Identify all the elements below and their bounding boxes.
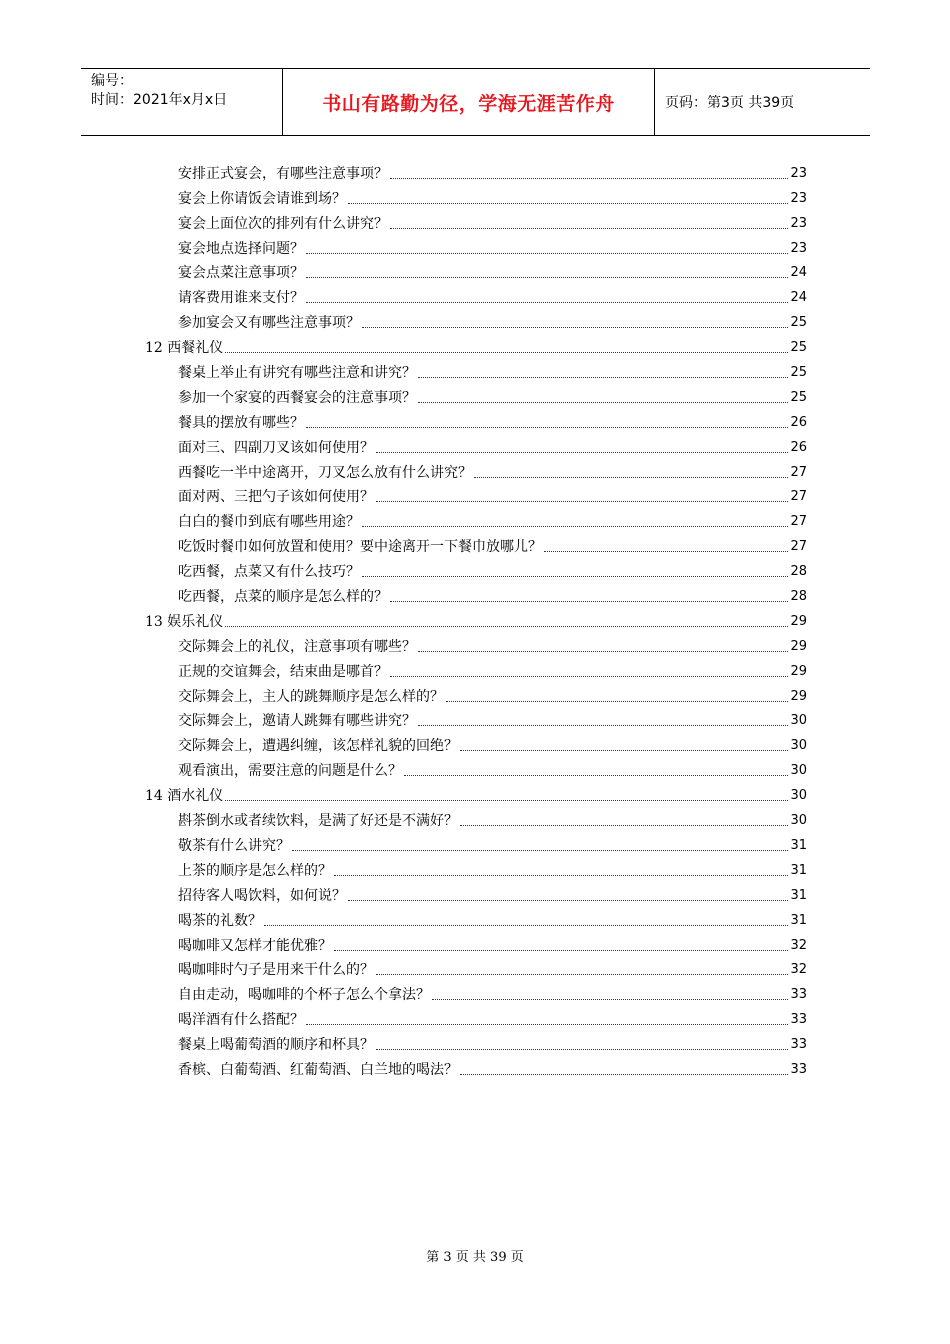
toc-leader-dots	[460, 825, 788, 826]
toc-leader-dots	[376, 501, 788, 502]
header-motto: 书山有路勤为径，学海无涯苦作舟	[283, 69, 655, 135]
toc-entry[interactable]	[145, 856, 807, 881]
toc-page-number: 33	[790, 1037, 807, 1053]
toc-entry-title: 吃饭时餐巾如何放置和使用？要中途离开一下餐巾放哪儿？	[178, 539, 542, 556]
toc-leader-dots	[460, 750, 788, 751]
toc-page-number: 24	[790, 265, 807, 281]
toc-entry-title: 宴会地点选择问题？	[178, 240, 304, 257]
toc-entry[interactable]	[145, 1055, 807, 1080]
toc-entry[interactable]	[145, 731, 807, 756]
toc-page-number: 30	[790, 788, 807, 804]
toc-entry[interactable]	[145, 632, 807, 657]
toc-section-entry[interactable]	[145, 333, 807, 358]
toc-entry[interactable]	[145, 483, 807, 508]
toc-page-number: 29	[790, 663, 807, 679]
toc-page-number: 29	[790, 638, 807, 654]
toc-entry-title: 14 酒水礼仪	[145, 788, 224, 805]
toc-entry[interactable]	[145, 657, 807, 682]
toc-leader-dots	[418, 377, 788, 378]
toc-leader-dots	[390, 178, 788, 179]
toc-entry[interactable]	[145, 881, 807, 906]
toc-entry[interactable]	[145, 159, 807, 184]
toc-leader-dots	[418, 725, 788, 726]
toc-entry[interactable]	[145, 308, 807, 333]
table-of-contents	[145, 159, 807, 1080]
toc-entry[interactable]	[145, 682, 807, 707]
toc-page-number: 25	[790, 365, 807, 381]
toc-entry-title: 参加一个家宴的西餐宴会的注意事项？	[178, 389, 416, 406]
toc-entry-title: 西餐吃一半中途离开，刀叉怎么放有什么讲究？	[178, 464, 472, 481]
toc-entry[interactable]	[145, 582, 807, 607]
toc-entry-title: 面对两、三把勺子该如何使用？	[178, 489, 374, 506]
toc-leader-dots	[306, 427, 788, 428]
toc-entry[interactable]	[145, 283, 807, 308]
toc-entry-title: 12 西餐礼仪	[145, 340, 224, 357]
toc-entry[interactable]	[145, 532, 807, 557]
toc-page-number: 26	[790, 414, 807, 430]
toc-entry-title: 喝咖啡又怎样才能优雅？	[178, 937, 332, 954]
toc-leader-dots	[292, 850, 788, 851]
toc-entry-title: 交际舞会上的礼仪，注意事项有哪些？	[178, 638, 416, 655]
toc-entry[interactable]	[145, 408, 807, 433]
toc-section-entry[interactable]	[145, 607, 807, 632]
toc-entry-title: 自由走动，喝咖啡的个杯子怎么个拿法？	[178, 987, 430, 1004]
toc-entry-title: 斟茶倒水或者续饮料，是满了好还是不满好？	[178, 813, 458, 830]
toc-leader-dots	[418, 651, 788, 652]
toc-entry[interactable]	[145, 906, 807, 931]
toc-page-number: 28	[790, 564, 807, 580]
toc-leader-dots	[544, 551, 788, 552]
toc-entry-title: 宴会上你请饭会请谁到场？	[178, 190, 346, 207]
toc-leader-dots	[362, 576, 788, 577]
toc-entry-title: 上茶的顺序是怎么样的？	[178, 862, 332, 879]
toc-entry[interactable]	[145, 831, 807, 856]
toc-page-number: 29	[790, 613, 807, 629]
toc-leader-dots	[390, 676, 788, 677]
toc-entry-title: 宴会点菜注意事项？	[178, 265, 304, 282]
toc-leader-dots	[334, 875, 788, 876]
toc-entry-title: 香槟、白葡萄酒、红葡萄酒、白兰地的喝法？	[178, 1061, 458, 1078]
toc-leader-dots	[306, 302, 788, 303]
toc-page-number: 25	[790, 340, 807, 356]
toc-leader-dots	[334, 950, 788, 951]
toc-entry-title: 喝洋酒有什么搭配？	[178, 1012, 304, 1029]
toc-entry-title: 白白的餐巾到底有哪些用途？	[178, 514, 360, 531]
toc-page-number: 23	[790, 190, 807, 206]
toc-entry-title: 餐具的摆放有哪些？	[178, 414, 304, 431]
toc-leader-dots	[390, 228, 788, 229]
toc-leader-dots	[348, 203, 788, 204]
toc-section-entry[interactable]	[145, 781, 807, 806]
header-info-cell	[81, 69, 283, 135]
toc-page-number: 23	[790, 240, 807, 256]
toc-entry-title: 13 娱乐礼仪	[145, 613, 224, 630]
toc-entry-title: 餐桌上喝葡萄酒的顺序和杯具？	[178, 1037, 374, 1054]
toc-page-number: 25	[790, 315, 807, 331]
toc-leader-dots	[376, 974, 788, 975]
page-footer: 第 3 页 共 39 页	[426, 1250, 524, 1265]
toc-entry[interactable]	[145, 956, 807, 981]
toc-entry-title: 交际舞会上，邀请人跳舞有哪些讲究？	[178, 713, 416, 730]
toc-leader-dots	[418, 402, 788, 403]
toc-page-number: 33	[790, 1061, 807, 1077]
toc-leader-dots	[446, 701, 788, 702]
toc-page-number: 33	[790, 987, 807, 1003]
toc-entry[interactable]	[145, 184, 807, 209]
toc-entry-title: 餐桌上举止有讲究有哪些注意和讲究？	[178, 365, 416, 382]
header-page-label: 页码：第3页 共39页	[665, 95, 795, 111]
toc-entry[interactable]	[145, 209, 807, 234]
toc-entry-title: 面对三、四副刀叉该如何使用？	[178, 439, 374, 456]
document-number-label: 编号：	[91, 73, 133, 89]
toc-page-number: 32	[790, 937, 807, 953]
toc-entry[interactable]	[145, 806, 807, 831]
toc-leader-dots	[404, 775, 788, 776]
toc-leader-dots	[225, 352, 788, 353]
toc-entry[interactable]	[145, 358, 807, 383]
toc-entry-title: 敬茶有什么讲究？	[178, 837, 290, 854]
toc-page-number: 32	[790, 962, 807, 978]
toc-page-number: 27	[790, 464, 807, 480]
toc-entry[interactable]	[145, 1030, 807, 1055]
toc-leader-dots	[264, 925, 788, 926]
toc-page-number: 28	[790, 589, 807, 605]
toc-page-number: 27	[790, 489, 807, 505]
toc-leader-dots	[348, 900, 788, 901]
toc-leader-dots	[376, 1049, 788, 1050]
toc-entry-title: 吃西餐，点菜的顺序是怎么样的？	[178, 589, 388, 606]
toc-page-number: 31	[790, 862, 807, 878]
toc-leader-dots	[432, 999, 788, 1000]
toc-entry-title: 观看演出，需要注意的问题是什么？	[178, 763, 402, 780]
toc-leader-dots	[390, 601, 788, 602]
toc-entry[interactable]	[145, 234, 807, 259]
toc-entry[interactable]	[145, 756, 807, 781]
toc-leader-dots	[306, 1024, 788, 1025]
toc-leader-dots	[362, 327, 788, 328]
toc-entry-title: 吃西餐，点菜又有什么技巧？	[178, 564, 360, 581]
toc-page-number: 23	[790, 165, 807, 181]
toc-entry-title: 请客费用谁来支付？	[178, 290, 304, 307]
toc-entry[interactable]	[145, 980, 807, 1005]
document-date-label: 时间：2021年x月x日	[91, 92, 228, 108]
toc-entry[interactable]	[145, 259, 807, 284]
toc-page-number: 23	[790, 215, 807, 231]
toc-page-number: 30	[790, 813, 807, 829]
page-header	[81, 68, 870, 136]
toc-entry[interactable]	[145, 557, 807, 582]
toc-page-number: 30	[790, 763, 807, 779]
toc-leader-dots	[362, 526, 788, 527]
toc-leader-dots	[376, 452, 788, 453]
toc-page-number: 25	[790, 389, 807, 405]
toc-entry[interactable]	[145, 383, 807, 408]
toc-entry[interactable]	[145, 1005, 807, 1030]
toc-entry-title: 宴会上面位次的排列有什么讲究？	[178, 215, 388, 232]
toc-page-number: 27	[790, 539, 807, 555]
toc-leader-dots	[460, 1074, 788, 1075]
toc-entry-title: 交际舞会上，主人的跳舞顺序是怎么样的？	[178, 688, 444, 705]
toc-page-number: 29	[790, 688, 807, 704]
toc-page-number: 31	[790, 837, 807, 853]
toc-entry-title: 喝茶的礼数？	[178, 912, 262, 929]
toc-leader-dots	[225, 626, 788, 627]
toc-entry-title: 参加宴会又有哪些注意事项？	[178, 315, 360, 332]
toc-entry-title: 安排正式宴会，有哪些注意事项？	[178, 165, 388, 182]
toc-entry-title: 正规的交谊舞会，结束曲是哪首？	[178, 663, 388, 680]
toc-page-number: 30	[790, 738, 807, 754]
toc-page-number: 27	[790, 514, 807, 530]
toc-entry-title: 交际舞会上，遭遇纠缠，该怎样礼貌的回绝？	[178, 738, 458, 755]
toc-entry-title: 喝咖啡时勺子是用来干什么的？	[178, 962, 374, 979]
toc-page-number: 31	[790, 912, 807, 928]
toc-leader-dots	[225, 800, 788, 801]
toc-entry[interactable]	[145, 707, 807, 732]
toc-entry[interactable]	[145, 507, 807, 532]
toc-page-number: 24	[790, 290, 807, 306]
toc-page-number: 31	[790, 887, 807, 903]
toc-entry[interactable]	[145, 433, 807, 458]
toc-entry[interactable]	[145, 931, 807, 956]
toc-entry-title: 招待客人喝饮料，如何说？	[178, 887, 346, 904]
toc-page-number: 30	[790, 713, 807, 729]
toc-entry[interactable]	[145, 458, 807, 483]
toc-page-number: 26	[790, 439, 807, 455]
toc-leader-dots	[474, 477, 788, 478]
toc-leader-dots	[306, 253, 788, 254]
toc-leader-dots	[306, 277, 788, 278]
toc-page-number: 33	[790, 1012, 807, 1028]
